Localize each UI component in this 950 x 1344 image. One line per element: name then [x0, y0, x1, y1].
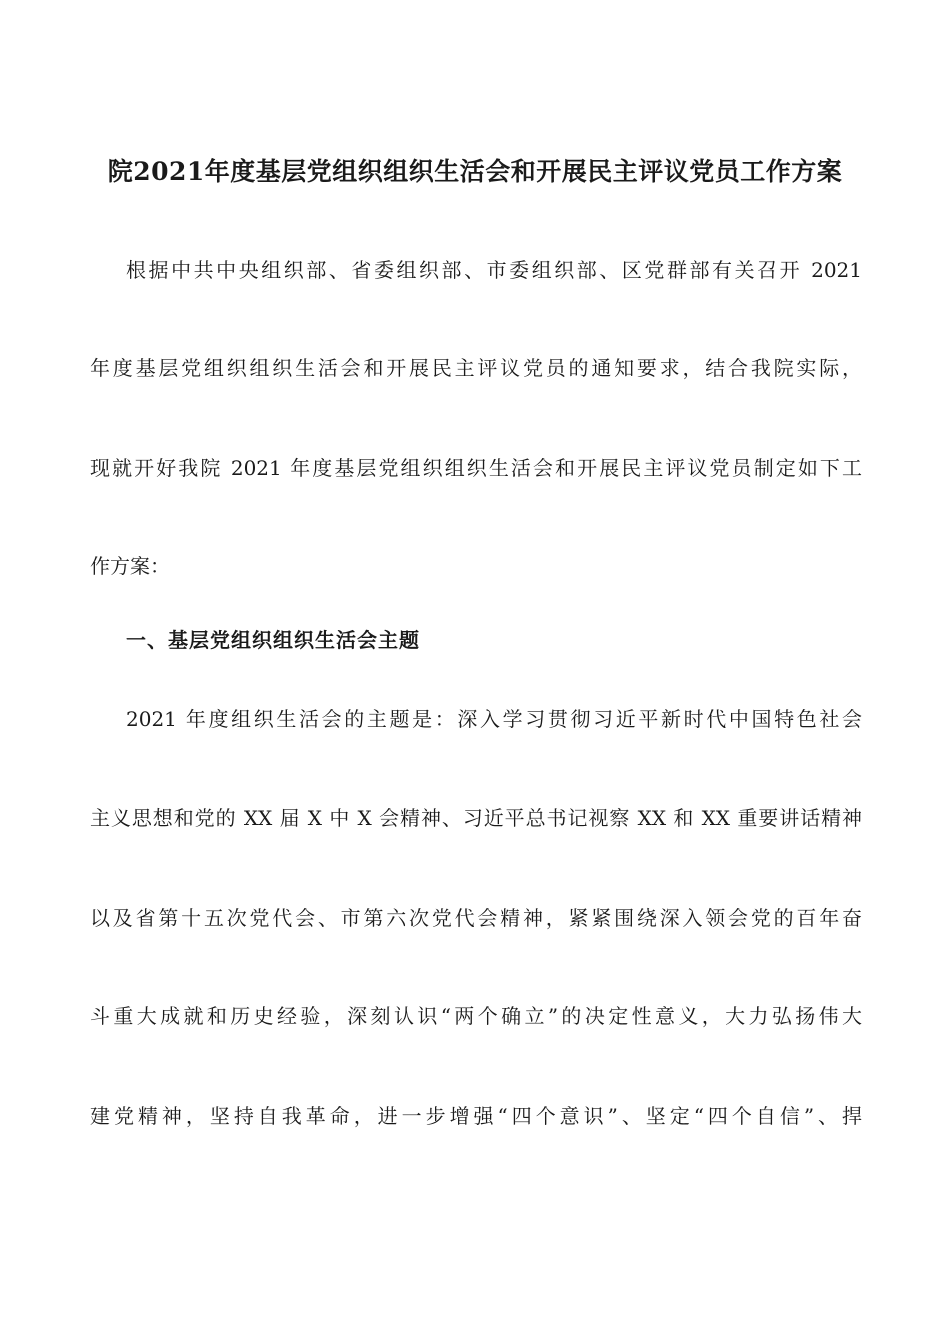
section1-line-5: 建党精神，坚持自我革命，进一步增强“四个意识”、坚定“四个自信”、捍 [90, 1104, 862, 1128]
document-title: 院2021年度基层党组织组织生活会和开展民主评议党员工作方案 [107, 157, 843, 186]
section-heading-1: 一、基层党组织组织生活会主题 [126, 628, 420, 652]
section1-line-2: 主义思想和党的 XX 届 X 中 X 会精神、习近平总书记视察 XX 和 XX 重要讲话精神 [90, 806, 862, 830]
intro-line-2: 年度基层党组织组织生活会和开展民主评议党员的通知要求，结合我院实际， [90, 356, 862, 380]
intro-line-3: 现就开好我院 2021 年度基层党组织组织生活会和开展民主评议党员制定如下工 [90, 456, 862, 480]
section1-line-1: 2021 年度组织生活会的主题是：深入学习贯彻习近平新时代中国特色社会 [126, 707, 862, 731]
section1-line-4: 斗重大成就和历史经验，深刻认识“两个确立”的决定性意义，大力弘扬伟大 [90, 1004, 862, 1028]
intro-line-1: 根据中共中央组织部、省委组织部、市委组织部、区党群部有关召开 2021 [126, 258, 862, 282]
section1-line-3: 以及省第十五次党代会、市第六次党代会精神，紧紧围绕深入领会党的百年奋 [90, 906, 862, 930]
intro-line-4: 作方案： [90, 554, 170, 578]
